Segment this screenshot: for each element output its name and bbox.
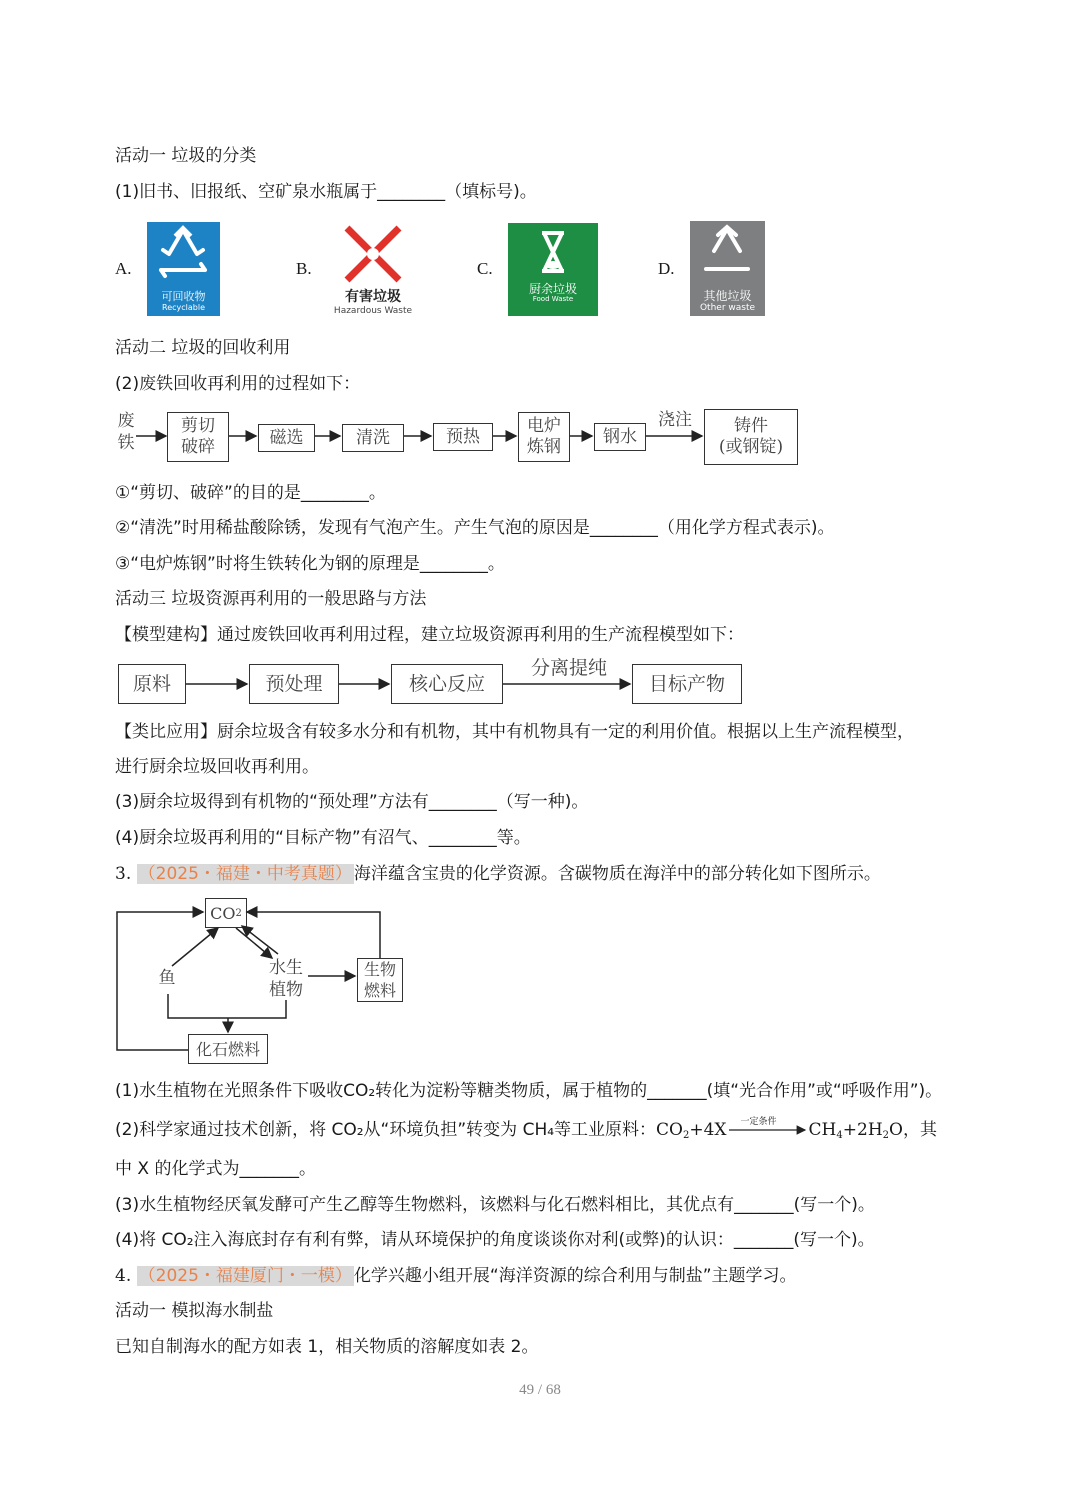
diagram-co2-text: CO: [210, 903, 236, 923]
problem4-text: 已知自制海水的配方如表 1，相关物质的溶解度如表 2。: [115, 1337, 539, 1357]
problem3-q2-tail: ，其: [902, 1120, 937, 1140]
other-waste-cn-label: 其他垃圾: [703, 289, 752, 303]
other-waste-bin-icon: [690, 221, 765, 316]
hazardous-waste-icon: [333, 224, 413, 318]
diagram-bio-a: 生物: [363, 960, 396, 979]
flow-start-top: 废: [117, 411, 135, 431]
flow-step1-a: 剪切: [181, 416, 215, 436]
problem3-intro: 海洋蕴含宝贵的化学资源。含碳物质在海洋中的部分转化如下图所示。: [353, 864, 881, 884]
option-c-letter: C.: [477, 259, 493, 278]
problem4-source-tag: （2025・福建厦门・一模）: [138, 1266, 352, 1286]
diagram-plant-b: 植物: [269, 980, 303, 1000]
flow-step-magnetic: 磁选: [258, 424, 315, 452]
diagram-co2-box: [205, 898, 247, 928]
activity3-analogy-line2: 进行厨余垃圾回收再利用。: [115, 757, 319, 777]
food-waste-en-label: Food Waste: [532, 295, 574, 303]
activity2-question2: (2)废铁回收再利用的过程如下：: [115, 374, 361, 394]
flow-end-a: 铸件: [734, 416, 768, 436]
problem3-number: 3.: [115, 864, 132, 884]
eq-4x: +4X: [689, 1120, 727, 1140]
diagram-fish: 鱼: [158, 968, 176, 988]
option-b-letter: B.: [296, 259, 312, 278]
model-step-raw: 原料: [118, 664, 186, 704]
activity1-title: 活动一 垃圾的分类: [115, 146, 257, 166]
hazardous-cn-label: 有害垃圾: [345, 289, 401, 305]
problem3-q2-pre: (2)科学家通过技术创新，将 CO₂从“环境负担”转变为 CH₄等工业原料：: [115, 1120, 657, 1140]
flow-step5-b: 炼钢: [527, 437, 561, 457]
hazardous-en-label: Hazardous Waste: [333, 306, 413, 316]
activity1-question1: (1)旧书、旧报纸、空矿泉水瓶属于________（填标号)。: [115, 182, 537, 202]
recyclable-en-label: Recyclable: [162, 303, 205, 312]
model-step-pretreat: 预处理: [249, 664, 339, 704]
flow-arrow-label-pour: 浇注: [658, 410, 692, 430]
model-step-core: 核心反应: [391, 664, 503, 704]
page-number: 49 / 68: [519, 1382, 561, 1398]
activity2-sub3: ③“电炉炼钢”时将生铁转化为钢的原理是________。: [115, 554, 505, 574]
diagram-bio-b: 燃料: [363, 981, 396, 1000]
flow-step-molten-steel: 钢水: [594, 423, 646, 451]
flow-step-preheat: 预热: [433, 423, 493, 451]
eq-ch: CH: [808, 1120, 837, 1140]
recyclable-cn-label: 可回收物: [161, 290, 206, 303]
equation-arrow: [727, 1117, 809, 1140]
problem3-question2: [115, 1118, 937, 1148]
other-waste-en-label: Other waste: [699, 303, 756, 313]
activity2-sub1: ①“剪切、破碎”的目的是________。: [115, 483, 386, 503]
diagram-biofuel-box: [357, 958, 403, 1002]
problem4-header: [115, 1264, 797, 1288]
equation-right: $CH_4+2H_2O$: [808, 1120, 903, 1141]
activity2-title: 活动二 垃圾的回收利用: [115, 338, 291, 358]
problem4-intro: 化学兴趣小组开展“海洋资源的综合利用与制盐”主题学习。: [353, 1266, 797, 1286]
equation-left: $CO_2+4X$: [656, 1120, 727, 1141]
activity2-sub2: ②“清洗”时用稀盐酸除锈，发现有气泡产生。产生气泡的原因是________（用化学方程式表示)。: [115, 518, 835, 538]
option-d-letter: D.: [658, 259, 675, 278]
flow-step-furnace: [518, 412, 570, 462]
eq-2h: +2H: [842, 1120, 883, 1140]
problem4-number: 4.: [115, 1266, 132, 1286]
flow-step-casting: [704, 409, 798, 465]
equation-condition: 一定条件: [740, 1117, 777, 1127]
flow-step1-b: 破碎: [181, 437, 215, 457]
flow-start-bottom: 铁: [117, 433, 135, 453]
problem3-source-tag: （2025・福建・中考真题）: [138, 864, 352, 884]
problem4-activity1-title: 活动一 模拟海水制盐: [115, 1301, 274, 1321]
flow-step-wash: 清洗: [342, 424, 404, 452]
flow-step5-a: 电炉: [527, 416, 561, 436]
food-waste-cn-label: 厨余垃圾: [528, 282, 577, 296]
activity3-question4: (4)厨余垃圾再利用的“目标产物”有沼气、________等。: [115, 828, 531, 848]
problem3-question3: (3)水生植物经厌氧发酵可产生乙醇等生物燃料，该燃料与化石燃料相比，其优点有_______(写一个)。: [115, 1195, 875, 1215]
problem3-question2-line2: 中 X 的化学式为_______。: [115, 1159, 316, 1179]
eq-co: CO: [656, 1120, 683, 1140]
activity3-model-intro: 【模型建构】通过废铁回收再利用过程，建立垃圾资源再利用的生产流程模型如下：: [115, 625, 744, 645]
model-step-target: 目标产物: [632, 664, 742, 704]
diagram-fossil-box: 化石燃料: [188, 1034, 268, 1064]
flow-step-cut-crush: [167, 412, 229, 462]
problem3-question1: (1)水生植物在光照条件下吸收CO₂转化为淀粉等糖类物质，属于植物的_______(填“光合作用”或“呼吸作用”)。: [115, 1081, 943, 1101]
flow-end-b: (或钢锭): [718, 437, 784, 457]
model-arrow-label: 分离提纯: [530, 657, 607, 679]
diagram-co2-subscript: 2: [235, 907, 242, 919]
activity3-question3: (3)厨余垃圾得到有机物的“预处理”方法有________（写一种)。: [115, 792, 589, 812]
problem3-header: [115, 862, 881, 886]
activity3-title: 活动三 垃圾资源再利用的一般思路与方法: [115, 589, 427, 609]
problem3-question4: (4)将 CO₂注入海底封存有利有弊，请从环境保护的角度谈谈你对利(或弊)的认识：_______(写一个)。: [115, 1230, 875, 1250]
eq-o: O: [889, 1120, 903, 1140]
diagram-plant-a: 水生: [269, 958, 303, 978]
food-waste-bin-icon: [508, 223, 598, 316]
activity3-analogy-line1: 【类比应用】厨余垃圾含有较多水分和有机物，其中有机物具有一定的利用价值。根据以上生产流程模型，: [115, 722, 914, 742]
option-a-letter: A.: [115, 259, 132, 278]
recyclable-bin-icon: [147, 222, 220, 316]
